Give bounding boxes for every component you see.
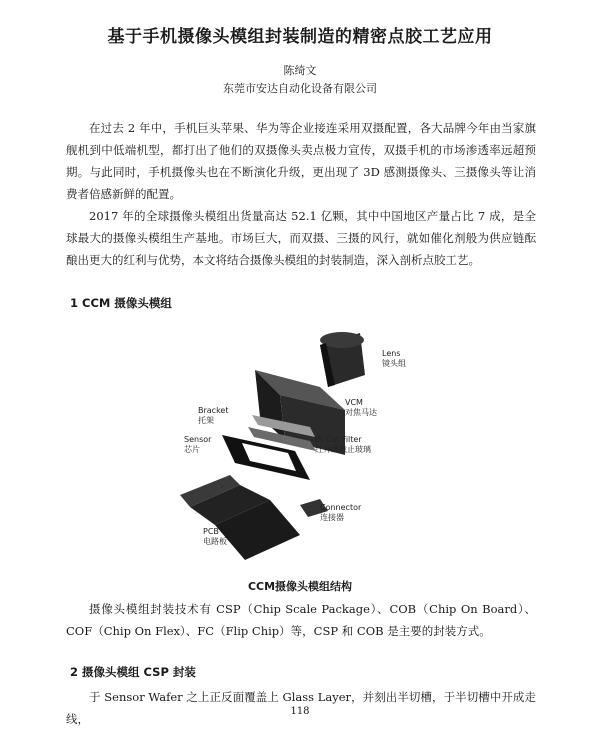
- lens-part: [320, 332, 365, 387]
- section-heading-ccm: 1 CCM 摄像头模组: [70, 296, 172, 310]
- lens-label: Lens 镜头组: [382, 349, 406, 368]
- author-affiliation: 东莞市安达自动化设备有限公司: [223, 82, 377, 95]
- pcb-label: PCB 电路板: [203, 527, 227, 546]
- vcm-label: VCM 对焦马达: [345, 398, 377, 417]
- sensor-label: Sensor 芯片: [184, 435, 212, 454]
- ccm-exploded-figure: [170, 325, 500, 565]
- connector-label: Connector 连接器: [320, 503, 362, 522]
- page-number: 118: [290, 706, 310, 717]
- ircut-label: IR-Cut Filter 红外线截止玻璃: [315, 435, 371, 454]
- author-name: 陈绮文: [283, 64, 317, 77]
- bracket-label: Bracket 托架: [198, 406, 229, 425]
- paragraph-csp: 于 Sensor Wafer 之上正反面覆盖上 Glass Layer，并刻出半切槽，于半切槽中开成走线，: [66, 690, 536, 726]
- paragraph-packaging: 摄像头模组封装技术有 CSP（Chip Scale Package）、COB（Chip On Board）、COF（Chip On Flex）、FC（Flip Chip）等，CSP 和 COB 是主要的封装方式。: [66, 602, 536, 638]
- pcb-part: [180, 475, 300, 560]
- figure-caption: CCM摄像头模组结构: [247, 580, 353, 593]
- section-heading-csp: 2 摄像头模组 CSP 封装: [70, 665, 196, 679]
- paper-title: 基于手机摄像头模组封装制造的精密点胶工艺应用: [107, 27, 493, 47]
- paragraph-intro-2: 2017 年的全球摄像头模组出货量高达 52.1 亿颗，其中中国地区产量占比 7 成，是全球最大的摄像头模组生产基地。市场巨大，而双摄、三摄的风行，就如催化剂般为供应链酝酿出更大的红利与优势，本文将结合摄像头模组的封装制造，深入剖析点胶工艺。: [66, 209, 536, 267]
- paragraph-intro-1: 在过去 2 年中，手机巨头苹果、华为等企业接连采用双摄配置，各大品牌今年由当家旗舰机到中低端机型，都打出了他们的双摄像头卖点极力宣传，双摄手机的市场渗透率远超预期。与此同时，手机摄像头也在不断演化升级，更出现了 3D 感测摄像头、三摄像头等让消费者倍感新鲜的配置。: [66, 121, 536, 201]
